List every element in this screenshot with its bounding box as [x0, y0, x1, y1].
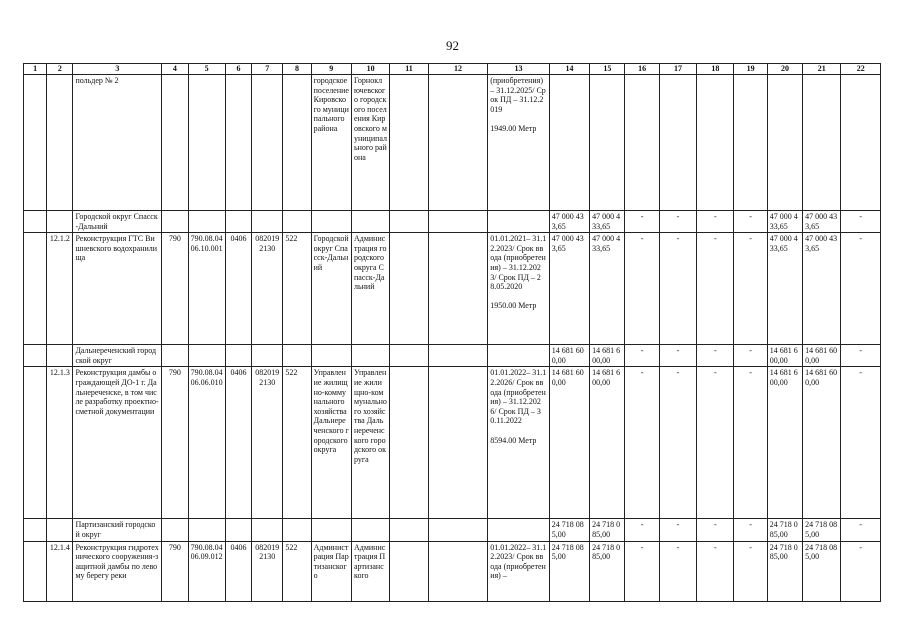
- cell-col-3: Городской округ Спасск-Дальний: [73, 211, 162, 233]
- cell-col-3: Реконструкция гидротехнического сооружения-защитной дамбы по левому берегу реки: [73, 541, 162, 601]
- cell-col-12: [428, 75, 488, 211]
- cell-col-1: [24, 541, 47, 601]
- column-header-9: 9: [311, 64, 351, 75]
- cell-col-8: 522: [283, 367, 311, 519]
- cell-col-13: [488, 211, 550, 233]
- cell-col-5: 790.08.0406.06.010: [188, 367, 225, 519]
- cell-col-19: -: [734, 233, 767, 345]
- cell-col-10: Управление жилищно-коммунального хозяйства Дальнереченского городского округа: [351, 367, 389, 519]
- cell-col-16: [625, 75, 659, 211]
- cell-col-11: [390, 345, 428, 367]
- cell-col-1: [24, 519, 47, 541]
- cell-col-3: Реконструкция ГТС Вишневского водохранилища: [73, 233, 162, 345]
- cell-col-7: 0820192130: [252, 233, 283, 345]
- cell-col-13: [488, 519, 550, 541]
- cell-col-4: [162, 519, 188, 541]
- cell-col-15: 47 000 433,65: [590, 233, 625, 345]
- cell-col-5: [188, 345, 225, 367]
- cell-col-9: Администрация Партизанского: [311, 541, 351, 601]
- cell-col-6: 0406: [225, 233, 251, 345]
- budget-table: [23, 63, 881, 602]
- cell-col-21: [803, 75, 841, 211]
- cell-col-22: -: [841, 367, 881, 519]
- cell-col-10: Горноключевского городского поселения Кировского муниципального района: [351, 75, 389, 211]
- column-header-16: 16: [625, 64, 659, 75]
- column-header-2: 2: [47, 64, 73, 75]
- cell-col-18: -: [697, 233, 734, 345]
- cell-col-9: [311, 345, 351, 367]
- cell-col-7: [252, 345, 283, 367]
- table-row: [24, 367, 881, 519]
- cell-col-14: 24 718 085,00: [549, 541, 589, 601]
- cell-col-18: [697, 75, 734, 211]
- cell-col-20: 24 718 085,00: [767, 519, 802, 541]
- cell-col-20: 47 000 433,65: [767, 211, 802, 233]
- cell-col-2: 12.1.4: [47, 541, 73, 601]
- cell-col-18: -: [697, 211, 734, 233]
- cell-col-7: 0820192130: [252, 541, 283, 601]
- cell-col-16: -: [625, 233, 659, 345]
- cell-col-5: 790.08.0406.09.012: [188, 541, 225, 601]
- cell-col-22: -: [841, 211, 881, 233]
- cell-col-6: [225, 345, 251, 367]
- cell-col-4: 790: [162, 367, 188, 519]
- cell-col-5: [188, 519, 225, 541]
- cell-col-14: 47 000 433,65: [549, 233, 589, 345]
- cell-col-19: -: [734, 519, 767, 541]
- cell-col-19: -: [734, 541, 767, 601]
- cell-col-19: -: [734, 211, 767, 233]
- cell-col-15: [590, 75, 625, 211]
- subtotal-row: [24, 519, 881, 541]
- cell-col-4: [162, 75, 188, 211]
- subtotal-row: [24, 211, 881, 233]
- cell-col-11: [390, 541, 428, 601]
- column-header-8: 8: [283, 64, 311, 75]
- cell-col-5: [188, 211, 225, 233]
- cell-col-7: 0820192130: [252, 367, 283, 519]
- cell-col-21: 47 000 433,65: [803, 211, 841, 233]
- cell-col-8: [283, 211, 311, 233]
- cell-col-9: [311, 519, 351, 541]
- cell-col-7: [252, 75, 283, 211]
- cell-col-21: 47 000 433,65: [803, 233, 841, 345]
- column-header-21: 21: [803, 64, 841, 75]
- cell-col-10: Администрация Партизанского: [351, 541, 389, 601]
- cell-col-17: -: [659, 367, 696, 519]
- cell-col-3: Реконструкция дамбы ограждающей ДО-1 г. Дальнереченске, в том числе разработку проектно-сметной документации: [73, 367, 162, 519]
- cell-col-20: 47 000 433,65: [767, 233, 802, 345]
- cell-col-15: 14 681 600,00: [590, 345, 625, 367]
- cell-col-15: 47 000 433,65: [590, 211, 625, 233]
- cell-col-8: [283, 75, 311, 211]
- cell-col-14: 24 718 085,00: [549, 519, 589, 541]
- cell-col-20: [767, 75, 802, 211]
- cell-col-22: [841, 75, 881, 211]
- cell-col-16: -: [625, 345, 659, 367]
- cell-col-1: [24, 75, 47, 211]
- cell-col-4: 790: [162, 233, 188, 345]
- cell-col-16: -: [625, 367, 659, 519]
- cell-col-6: 0406: [225, 541, 251, 601]
- cell-col-16: -: [625, 541, 659, 601]
- cell-col-6: [225, 75, 251, 211]
- cell-col-15: 14 681 600,00: [590, 367, 625, 519]
- cell-col-14: 14 681 600,00: [549, 345, 589, 367]
- cell-col-17: -: [659, 233, 696, 345]
- cell-col-18: -: [697, 519, 734, 541]
- cell-col-4: [162, 211, 188, 233]
- cell-col-16: -: [625, 211, 659, 233]
- cell-col-5: 790.08.0406.10.001: [188, 233, 225, 345]
- column-header-4: 4: [162, 64, 188, 75]
- cell-col-11: [390, 211, 428, 233]
- cell-col-8: [283, 345, 311, 367]
- cell-col-10: [351, 519, 389, 541]
- cell-col-9: городское поселение Кировского муниципального района: [311, 75, 351, 211]
- cell-col-17: -: [659, 519, 696, 541]
- cell-col-22: -: [841, 519, 881, 541]
- cell-col-12: [428, 519, 488, 541]
- cell-col-6: [225, 519, 251, 541]
- cell-col-14: 14 681 600,00: [549, 367, 589, 519]
- cell-col-21: 24 718 085,00: [803, 519, 841, 541]
- cell-col-22: -: [841, 541, 881, 601]
- cell-col-1: [24, 367, 47, 519]
- cell-col-19: [734, 75, 767, 211]
- page-number: 92: [446, 38, 459, 53]
- cell-col-18: -: [697, 541, 734, 601]
- cell-col-9: Городской округ Спасск-Дальний: [311, 233, 351, 345]
- column-header-18: 18: [697, 64, 734, 75]
- cell-col-11: [390, 233, 428, 345]
- cell-col-12: [428, 541, 488, 601]
- cell-col-17: [659, 75, 696, 211]
- cell-col-22: -: [841, 233, 881, 345]
- cell-col-22: -: [841, 345, 881, 367]
- column-header-5: 5: [188, 64, 225, 75]
- cell-col-2: 12.1.2: [47, 233, 73, 345]
- cell-col-20: 14 681 600,00: [767, 345, 802, 367]
- cell-col-11: [390, 519, 428, 541]
- header-row: [24, 64, 881, 75]
- column-header-19: 19: [734, 64, 767, 75]
- column-header-14: 14: [549, 64, 589, 75]
- cell-col-12: [428, 345, 488, 367]
- cell-col-2: [47, 345, 73, 367]
- cell-col-21: 14 681 600,00: [803, 345, 841, 367]
- cell-col-3: Партизанский городской округ: [73, 519, 162, 541]
- cell-col-1: [24, 345, 47, 367]
- cell-col-8: 522: [283, 233, 311, 345]
- column-header-13: 13: [488, 64, 550, 75]
- cell-col-10: [351, 211, 389, 233]
- cell-col-19: -: [734, 345, 767, 367]
- cell-col-1: [24, 211, 47, 233]
- cell-col-10: Администрация городского округа Спасск-Дальний: [351, 233, 389, 345]
- cell-col-16: -: [625, 519, 659, 541]
- cell-col-15: 24 718 085,00: [590, 541, 625, 601]
- cell-col-13: (приобретения) – 31.12.2025/ Срок ПД – 31.12.2019 1949.00 Метр: [488, 75, 550, 211]
- cell-col-13: 01.01.2021– 31.12.2023/ Срок ввода (приобретения) – 31.12.2023/ Срок ПД – 28.05.2020 1950.00 Метр: [488, 233, 550, 345]
- cell-col-12: [428, 211, 488, 233]
- table-row: [24, 233, 881, 345]
- cell-col-13: 01.01.2022– 31.12.2023/ Срок ввода (приобретения) –: [488, 541, 550, 601]
- cell-col-21: 24 718 085,00: [803, 541, 841, 601]
- cell-col-18: -: [697, 345, 734, 367]
- cell-col-3: польдер № 2: [73, 75, 162, 211]
- cell-col-7: [252, 211, 283, 233]
- cell-col-14: 47 000 433,65: [549, 211, 589, 233]
- cell-col-11: [390, 367, 428, 519]
- column-header-7: 7: [252, 64, 283, 75]
- cell-col-6: [225, 211, 251, 233]
- cell-col-21: 14 681 600,00: [803, 367, 841, 519]
- cell-col-2: 12.1.3: [47, 367, 73, 519]
- cell-col-11: [390, 75, 428, 211]
- cell-col-20: 14 681 600,00: [767, 367, 802, 519]
- cell-col-1: [24, 233, 47, 345]
- cell-col-3: Дальнереченский городской округ: [73, 345, 162, 367]
- cell-col-12: [428, 367, 488, 519]
- cell-col-13: 01.01.2022– 31.12.2026/ Срок ввода (приобретения) – 31.12.2026/ Срок ПД – 30.11.2022 8594.00 Метр: [488, 367, 550, 519]
- cell-col-2: [47, 519, 73, 541]
- column-header-20: 20: [767, 64, 802, 75]
- cell-col-9: Управление жилищно-коммунального хозяйства Дальнереченского городского округа: [311, 367, 351, 519]
- cell-col-4: 790: [162, 541, 188, 601]
- cell-col-17: -: [659, 541, 696, 601]
- column-header-10: 10: [351, 64, 389, 75]
- cell-col-2: [47, 211, 73, 233]
- column-header-12: 12: [428, 64, 488, 75]
- cell-col-17: -: [659, 211, 696, 233]
- cell-col-6: 0406: [225, 367, 251, 519]
- cell-col-14: [549, 75, 589, 211]
- cell-col-13: [488, 345, 550, 367]
- cell-col-9: [311, 211, 351, 233]
- cell-col-5: [188, 75, 225, 211]
- cell-col-19: -: [734, 367, 767, 519]
- cell-col-18: -: [697, 367, 734, 519]
- column-header-17: 17: [659, 64, 696, 75]
- column-header-15: 15: [590, 64, 625, 75]
- table-row: [24, 541, 881, 601]
- table-row: [24, 75, 881, 211]
- cell-col-10: [351, 345, 389, 367]
- cell-col-8: [283, 519, 311, 541]
- column-header-22: 22: [841, 64, 881, 75]
- column-header-11: 11: [390, 64, 428, 75]
- cell-col-8: 522: [283, 541, 311, 601]
- column-header-3: 3: [73, 64, 162, 75]
- column-header-1: 1: [24, 64, 47, 75]
- cell-col-2: [47, 75, 73, 211]
- cell-col-15: 24 718 085,00: [590, 519, 625, 541]
- cell-col-12: [428, 233, 488, 345]
- column-header-6: 6: [225, 64, 251, 75]
- cell-col-20: 24 718 085,00: [767, 541, 802, 601]
- cell-col-17: -: [659, 345, 696, 367]
- subtotal-row: [24, 345, 881, 367]
- cell-col-7: [252, 519, 283, 541]
- cell-col-4: [162, 345, 188, 367]
